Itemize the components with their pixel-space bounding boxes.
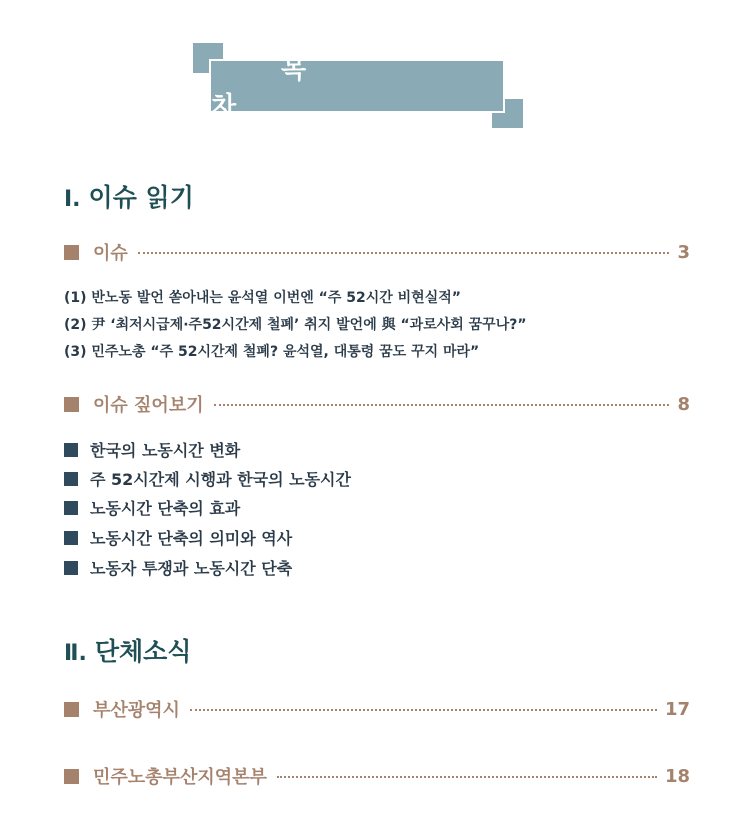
section-2-heading xyxy=(64,632,191,668)
toc-entry-issue[interactable] xyxy=(64,239,690,265)
toc-entry-label: 이슈 xyxy=(93,243,128,264)
category-square-icon xyxy=(64,769,79,784)
section-1-title: 이슈 읽기 xyxy=(88,183,194,212)
toc-entry-page: 17 xyxy=(664,698,690,720)
review-item-label: 노동시간 단축의 효과 xyxy=(90,499,241,518)
issue-item-3[interactable]: (3) 민주노총 “주 52시간제 철폐? 윤석열, 대통령 꿈도 꾸지 마라” xyxy=(64,344,480,360)
category-square-icon xyxy=(64,702,79,717)
bullet-square-icon xyxy=(64,531,78,545)
toc-entry-label: 부산광역시 xyxy=(93,700,180,721)
toc-entry-label: 이슈 짚어보기 xyxy=(93,395,204,416)
section-1-heading xyxy=(64,178,194,214)
issue-item-2[interactable]: (2) 尹 ‘최저시급제·주52시간제 철폐’ 취지 발언에 與 “과로사회 꿈꾸나?” xyxy=(64,317,527,333)
toc-entry-kctu-busan[interactable] xyxy=(64,763,690,789)
review-item-label: 한국의 노동시간 변화 xyxy=(90,441,241,460)
page-title: 목 차 xyxy=(209,59,505,113)
toc-entry-page: 8 xyxy=(677,393,690,415)
section-2-title: 단체소식 xyxy=(94,637,192,666)
review-item-label: 노동시간 단축의 의미와 역사 xyxy=(90,529,293,548)
dotted-leader xyxy=(214,404,670,406)
review-item-2[interactable] xyxy=(64,467,351,490)
toc-entry-label: 민주노총부산지역본부 xyxy=(93,767,267,788)
toc-entry-busan-city[interactable] xyxy=(64,696,690,722)
review-item-label: 주 52시간제 시행과 한국의 노동시간 xyxy=(90,470,351,489)
bullet-square-icon xyxy=(64,561,78,575)
review-item-1[interactable] xyxy=(64,438,240,461)
issue-item-1[interactable]: (1) 반노동 발언 쏟아내는 윤석열 이번엔 “주 52시간 비현실적” xyxy=(64,290,461,306)
review-item-label: 노동자 투쟁과 노동시간 단축 xyxy=(90,559,293,578)
section-2-numeral: Ⅱ. xyxy=(64,641,87,666)
toc-entry-page: 3 xyxy=(677,241,690,263)
dotted-leader xyxy=(277,776,657,778)
dotted-leader xyxy=(138,252,670,254)
section-1-numeral: Ⅰ. xyxy=(64,187,81,212)
review-item-4[interactable] xyxy=(64,526,292,549)
review-item-3[interactable] xyxy=(64,496,240,519)
bullet-square-icon xyxy=(64,443,78,457)
bullet-square-icon xyxy=(64,472,78,486)
toc-entry-issue-review[interactable] xyxy=(64,391,690,417)
category-square-icon xyxy=(64,245,79,260)
review-item-5[interactable] xyxy=(64,556,292,579)
dotted-leader xyxy=(190,709,657,711)
toc-entry-page: 18 xyxy=(664,765,690,787)
bullet-square-icon xyxy=(64,501,78,515)
category-square-icon xyxy=(64,397,79,412)
